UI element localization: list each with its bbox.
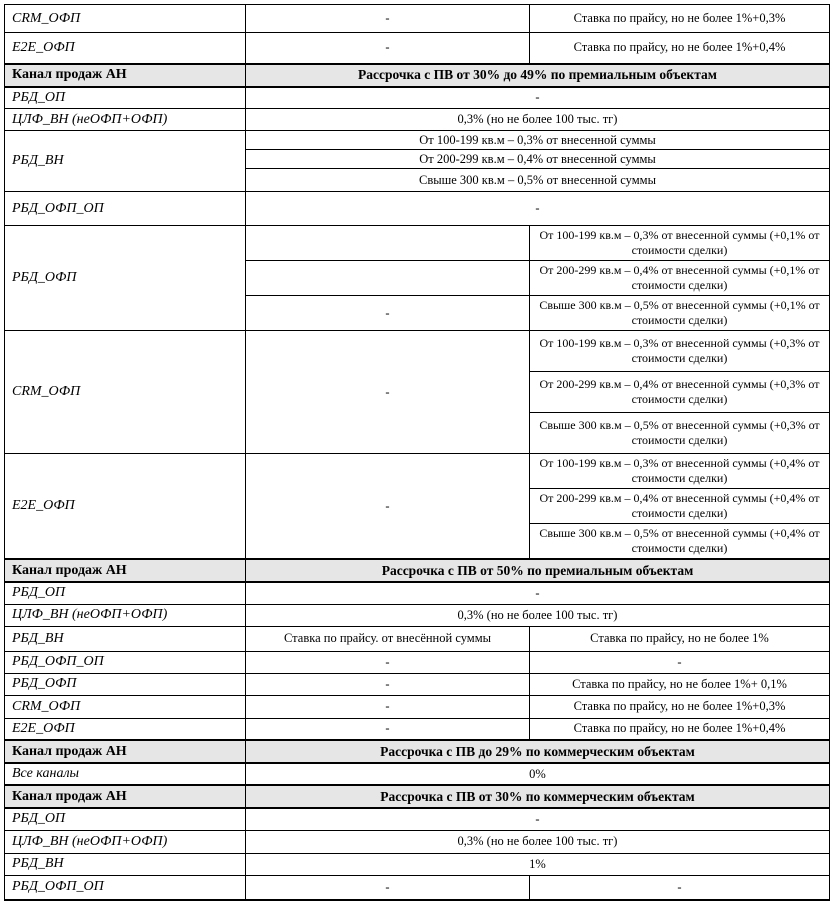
table-row bbox=[5, 626, 830, 651]
table-row bbox=[5, 604, 830, 626]
table-row bbox=[5, 830, 830, 853]
cell-value: Ставка по прайсу, но не более 1%+0,4% bbox=[530, 33, 830, 64]
table-row bbox=[5, 875, 830, 900]
commission-rates-table bbox=[4, 4, 830, 901]
cell-value: От 200-299 кв.м – 0,4% от внесенной суммы (+0,4% от стоимости сделки) bbox=[530, 489, 830, 524]
table-row bbox=[5, 651, 830, 673]
table-row bbox=[5, 718, 830, 740]
row-label: E2E_ОФП bbox=[5, 33, 246, 64]
cell-empty bbox=[246, 261, 530, 296]
cell-value: - bbox=[246, 695, 530, 718]
cell-value: 0,3% (но не более 100 тыс. тг) bbox=[246, 830, 830, 853]
cell-value: - bbox=[246, 296, 530, 331]
cell-value: Ставка по прайсу, но не более 1% bbox=[530, 626, 830, 651]
section-header-title: Рассрочка с ПВ от 50% по премиальным объектам bbox=[246, 559, 830, 582]
cell-value: 0% bbox=[246, 763, 830, 785]
table-row bbox=[5, 192, 830, 226]
row-label: CRM_ОФП bbox=[5, 695, 246, 718]
section-header-title: Рассрочка с ПВ до 29% по коммерческим объектам bbox=[246, 740, 830, 763]
cell-empty bbox=[246, 226, 530, 261]
row-label: РБД_ОП bbox=[5, 808, 246, 830]
table-row bbox=[5, 109, 830, 131]
section-header-label: Канал продаж АН bbox=[5, 740, 246, 763]
table-row bbox=[5, 5, 830, 33]
row-label: РБД_ОФП_ОП bbox=[5, 192, 246, 226]
cell-value: - bbox=[246, 651, 530, 673]
row-label: Все каналы bbox=[5, 763, 246, 785]
cell-value: - bbox=[246, 454, 530, 560]
row-label: E2E_ОФП bbox=[5, 718, 246, 740]
row-label: ЦЛФ_ВН (неОФП+ОФП) bbox=[5, 604, 246, 626]
cell-value: Свыше 300 кв.м – 0,5% от внесенной суммы (+0,3% от стоимости сделки) bbox=[530, 413, 830, 454]
cell-value: - bbox=[246, 673, 530, 695]
table-row bbox=[5, 33, 830, 64]
section-header-label: Канал продаж АН bbox=[5, 64, 246, 87]
table-row bbox=[5, 582, 830, 604]
cell-value: Ставка по прайсу, но не более 1%+0,3% bbox=[530, 5, 830, 33]
cell-value: Свыше 300 кв.м – 0,5% от внесенной суммы (+0,1% от стоимости сделки) bbox=[530, 296, 830, 331]
row-label: РБД_ВН bbox=[5, 131, 246, 192]
row-label: РБД_ОФП bbox=[5, 226, 246, 331]
row-label: CRM_ОФП bbox=[5, 331, 246, 454]
cell-value: От 100-199 кв.м – 0,3% от внесенной суммы (+0,1% от стоимости сделки) bbox=[530, 226, 830, 261]
cell-value: От 100-199 кв.м – 0,3% от внесенной суммы (+0,4% от стоимости сделки) bbox=[530, 454, 830, 489]
section-header-label: Канал продаж АН bbox=[5, 559, 246, 582]
row-label: E2E_ОФП bbox=[5, 454, 246, 560]
table-row bbox=[5, 226, 830, 261]
cell-value: 1% bbox=[246, 853, 830, 875]
table-row bbox=[5, 131, 830, 150]
cell-value: Ставка по прайсу, но не более 1%+ 0,1% bbox=[530, 673, 830, 695]
cell-value: - bbox=[246, 808, 830, 830]
row-label: РБД_ОФП bbox=[5, 673, 246, 695]
cell-value: - bbox=[246, 5, 530, 33]
cell-value: От 100-199 кв.м – 0,3% от внесенной суммы bbox=[246, 131, 830, 150]
row-label: РБД_ОФП_ОП bbox=[5, 875, 246, 900]
table-row bbox=[5, 331, 830, 372]
cell-value: - bbox=[530, 651, 830, 673]
table-row bbox=[5, 763, 830, 785]
row-label: РБД_ОФП_ОП bbox=[5, 651, 246, 673]
section-header-title: Рассрочка с ПВ от 30% до 49% по премиальным объектам bbox=[246, 64, 830, 87]
cell-value: Свыше 300 кв.м – 0,5% от внесенной суммы bbox=[246, 169, 830, 192]
row-label: ЦЛФ_ВН (неОФП+ОФП) bbox=[5, 109, 246, 131]
section-header-title: Рассрочка с ПВ от 30% по коммерческим объектам bbox=[246, 785, 830, 808]
row-label: РБД_ВН bbox=[5, 626, 246, 651]
cell-value: От 200-299 кв.м – 0,4% от внесенной суммы (+0,3% от стоимости сделки) bbox=[530, 372, 830, 413]
row-label: РБД_ОП bbox=[5, 87, 246, 109]
row-label: РБД_ОП bbox=[5, 582, 246, 604]
cell-value: 0,3% (но не более 100 тыс. тг) bbox=[246, 109, 830, 131]
cell-value: Свыше 300 кв.м – 0,5% от внесенной суммы (+0,4% от стоимости сделки) bbox=[530, 524, 830, 560]
table-row bbox=[5, 808, 830, 830]
section-header-label: Канал продаж АН bbox=[5, 785, 246, 808]
row-label: CRM_ОФП bbox=[5, 5, 246, 33]
section-header-row bbox=[5, 64, 830, 87]
section-header-row bbox=[5, 785, 830, 808]
section-header-row bbox=[5, 559, 830, 582]
cell-value: Ставка по прайсу, но не более 1%+0,3% bbox=[530, 695, 830, 718]
cell-value: Ставка по прайсу. от внесённой суммы bbox=[246, 626, 530, 651]
table-row bbox=[5, 695, 830, 718]
cell-value: - bbox=[246, 875, 530, 900]
table-row bbox=[5, 454, 830, 489]
cell-value: - bbox=[246, 33, 530, 64]
section-header-row bbox=[5, 740, 830, 763]
cell-value: - bbox=[246, 331, 530, 454]
cell-value: - bbox=[530, 875, 830, 900]
row-label: РБД_ВН bbox=[5, 853, 246, 875]
cell-value: От 100-199 кв.м – 0,3% от внесенной суммы (+0,3% от стоимости сделки) bbox=[530, 331, 830, 372]
cell-value: - bbox=[246, 87, 830, 109]
table-row bbox=[5, 87, 830, 109]
cell-value: - bbox=[246, 192, 830, 226]
cell-value: - bbox=[246, 718, 530, 740]
table-row bbox=[5, 673, 830, 695]
cell-value: От 200-299 кв.м – 0,4% от внесенной суммы (+0,1% от стоимости сделки) bbox=[530, 261, 830, 296]
row-label: ЦЛФ_ВН (неОФП+ОФП) bbox=[5, 830, 246, 853]
cell-value: От 200-299 кв.м – 0,4% от внесенной суммы bbox=[246, 150, 830, 169]
table-row bbox=[5, 853, 830, 875]
cell-value: 0,3% (но не более 100 тыс. тг) bbox=[246, 604, 830, 626]
cell-value: - bbox=[246, 582, 830, 604]
cell-value: Ставка по прайсу, но не более 1%+0,4% bbox=[530, 718, 830, 740]
